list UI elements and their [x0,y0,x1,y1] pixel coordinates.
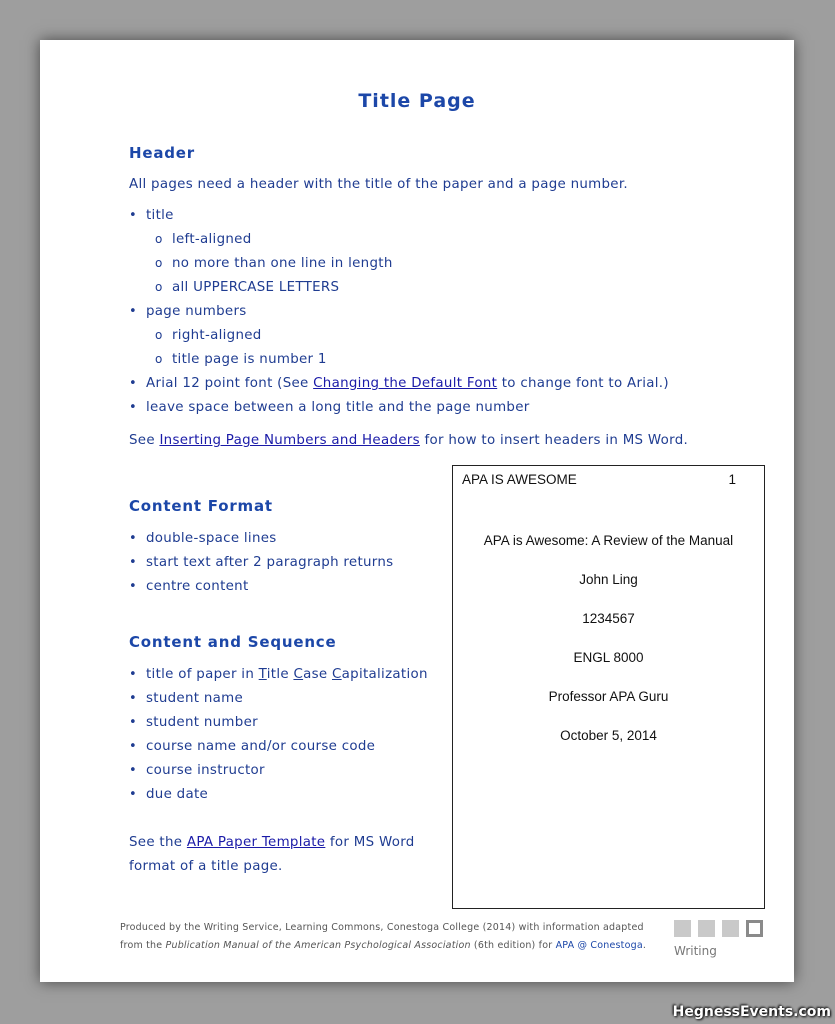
bullet-icon [129,400,139,415]
page-title: Title Page [358,90,476,112]
list-item-font: • Arial 12 point font (See Changing the Default Font to change font to Arial.) [146,376,669,391]
template-see-line2: format of a title page. [129,859,283,874]
bullet-icon [129,531,139,546]
sample-page-number: 1 [728,472,736,487]
apa-paper-template-link[interactable]: APA Paper Template [186,835,326,850]
circle-bullet-icon [155,232,165,247]
circle-bullet-icon [155,352,165,367]
bullet-icon [129,763,139,778]
sample-course-code: ENGL 8000 [573,650,644,665]
template-see-paragraph: See the APA Paper Template for MS Word [129,835,415,850]
header-intro: All pages need a header with the title of the paper and a page number. [129,177,628,192]
document-page [40,40,794,982]
list-item: • student number [146,715,258,730]
logo-square-icon [674,920,691,937]
header-see-paragraph: See Inserting Page Numbers and Headers for how to insert headers in MS Word. [129,433,689,448]
list-subitem: o all UPPERCASE LETTERS [172,280,339,295]
list-item: • course instructor [146,763,265,778]
watermark: HegnessEvents.com [672,1004,831,1020]
bullet-icon [129,376,139,391]
list-item: • start text after 2 paragraph returns [146,555,393,570]
list-item: • leave space between a long title and the page number [146,400,530,415]
bullet-icon [129,739,139,754]
sample-student-name: John Ling [579,572,638,587]
bullet-icon [129,304,139,319]
bullet-icon [129,579,139,594]
heading-content-format: Content Format [129,497,273,515]
logo-square-icon [698,920,715,937]
bullet-icon [129,715,139,730]
bullet-icon [129,691,139,706]
inserting-page-numbers-link[interactable]: Inserting Page Numbers and Headers [159,433,420,448]
list-item: • course name and/or course code [146,739,375,754]
list-item-title-case: • title of paper in Title Case Capitalization [146,667,428,682]
list-item: • due date [146,787,208,802]
footer-credit: Produced by the Writing Service, Learning Commons, Conestoga College (2014) with information adapted from the Publication Manual of the American Psychological Association (6th edition) for APA @ Conestoga. [120,922,647,951]
list-item: • page numbers [146,304,247,319]
circle-bullet-icon [155,328,165,343]
bullet-icon [129,667,139,682]
list-subitem: o title page is number 1 [172,352,327,367]
sample-date: October 5, 2014 [560,728,657,743]
list-subitem: o no more than one line in length [172,256,393,271]
sample-title-page [452,465,765,909]
sample-student-number: 1234567 [582,611,635,626]
logo-square-outline-icon [746,920,763,937]
apa-conestoga-link[interactable]: APA @ Conestoga [555,940,643,951]
bullet-icon [129,555,139,570]
list-item: • centre content [146,579,249,594]
list-item: • student name [146,691,243,706]
changing-default-font-link[interactable]: Changing the Default Font [313,376,498,391]
heading-content-sequence: Content and Sequence [129,633,337,651]
heading-header: Header [129,144,195,162]
list-subitem: o right-aligned [172,328,262,343]
list-item: • double-space lines [146,531,277,546]
logo-word: Writing [674,944,717,958]
list-item: • title [146,208,174,223]
bullet-icon [129,208,139,223]
logo-square-icon [722,920,739,937]
running-head: APA IS AWESOME [462,472,577,487]
list-subitem: o left-aligned [172,232,252,247]
bullet-icon [129,787,139,802]
sample-instructor: Professor APA Guru [548,689,669,704]
circle-bullet-icon [155,280,165,295]
sample-paper-title: APA is Awesome: A Review of the Manual [483,533,734,548]
circle-bullet-icon [155,256,165,271]
